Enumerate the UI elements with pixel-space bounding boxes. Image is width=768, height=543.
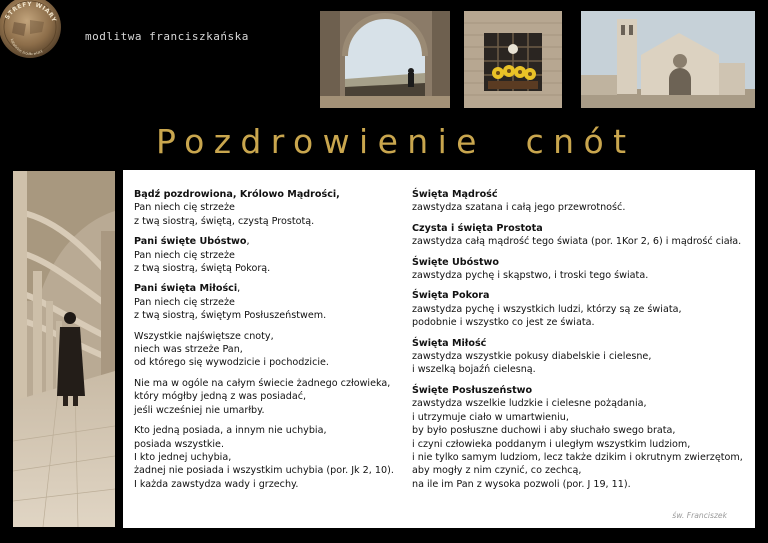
text-line [134, 343, 404, 356]
text-line [412, 363, 752, 376]
text-line [134, 356, 404, 369]
stanza [134, 188, 404, 228]
logo-bottom-text: katolickie źródło wiary [9, 38, 44, 57]
text-line [412, 438, 752, 451]
text-line [134, 377, 404, 390]
signature: św. Franciszek [672, 511, 727, 520]
text-line [134, 390, 404, 403]
stanza [412, 384, 752, 491]
text-line [412, 350, 752, 363]
text-line [134, 451, 404, 464]
text-line [134, 309, 404, 322]
line-text: zawstydza całą mądrość tego świata (por. 1Kor 2, 6) i mądrość ciała. [412, 236, 742, 248]
line-text: Pan niech cię strzeże [134, 202, 235, 214]
stanza [134, 377, 404, 417]
text-line [412, 188, 752, 201]
arch-window-photo [320, 11, 450, 108]
text-line [412, 464, 752, 477]
stanza [134, 330, 404, 370]
stanza-heading: Pani święte Ubóstwo [134, 236, 247, 248]
monk-corridor-photo [13, 171, 115, 527]
line-text: zawstydza wszystkie pokusy diabelskie i cielesne, [412, 351, 652, 363]
line-punctuation: , [237, 283, 241, 295]
flower-window-photo [464, 11, 562, 108]
line-text: i wszelką bojaźń cielesną. [412, 364, 536, 376]
stanza-heading: Święta Pokora [412, 290, 490, 302]
left-text-column [134, 188, 404, 498]
text-line [412, 289, 752, 302]
text-line [134, 404, 404, 417]
line-text: Wszystkie najświętsze cnoty, [134, 330, 274, 342]
text-line [412, 424, 752, 437]
text-line [412, 411, 752, 424]
text-line [134, 478, 404, 491]
line-text: posiada wszystkie. [134, 438, 225, 450]
text-line [134, 330, 404, 343]
stanza-heading: Święte Posłuszeństwo [412, 384, 533, 396]
line-text: Pan niech cię strzeże [134, 249, 235, 261]
prayer-text-panel [123, 170, 755, 528]
stanza [134, 424, 404, 491]
text-line [412, 256, 752, 269]
text-line [134, 262, 404, 275]
line-text: z twą siostrą, świętą, czystą Prostotą. [134, 215, 315, 227]
line-text: Kto jedną posiada, a innym nie uchybia, [134, 425, 327, 437]
line-text: aby mogły z nim czynić, co zechcą, [412, 465, 582, 477]
stanza [134, 235, 404, 275]
stanza [134, 282, 404, 322]
stanza [412, 256, 752, 283]
prayer-subtitle: modlitwa franciszkańska [85, 30, 249, 43]
stanza [412, 337, 752, 377]
line-text: podobnie i wszystko co jest ze świata. [412, 317, 595, 329]
text-line [412, 337, 752, 350]
line-text: i utrzymuje ciało w umartwieniu, [412, 411, 569, 423]
stanza [412, 289, 752, 329]
text-line [412, 222, 752, 235]
text-line [134, 188, 404, 201]
text-line [134, 201, 404, 214]
line-text: Nie ma w ogóle na całym świecie żadnego człowieka, [134, 377, 391, 389]
stanza [412, 188, 752, 215]
text-line [412, 384, 752, 397]
text-line [134, 424, 404, 437]
stanza-heading: Pani święta Miłości [134, 283, 238, 295]
line-text: zawstydza wszelkie ludzkie i cielesne pożądania, [412, 398, 647, 410]
stanza-heading: Święte Ubóstwo [412, 256, 499, 268]
line-text: i czyni człowieka poddanym i uległym wszystkim ludziom, [412, 438, 691, 450]
line-text: zawstydza pychę i wszystkich ludzi, którzy są ze świata, [412, 303, 682, 315]
page-title: Pozdrowienie cnót [156, 122, 636, 161]
text-line [412, 316, 752, 329]
text-line [134, 249, 404, 262]
line-text: i nie tylko samym ludziom, lecz także dzikim i okrutnym zwierzętom, [412, 451, 743, 463]
text-line [412, 303, 752, 316]
text-line [412, 451, 752, 464]
text-line [412, 201, 752, 214]
text-line [412, 269, 752, 282]
text-line [134, 464, 404, 477]
line-text: zawstydza szatana i całą jego przewrotność. [412, 202, 626, 214]
line-text: I kto jednej uchybia, [134, 451, 232, 463]
line-punctuation: , [246, 236, 250, 248]
line-text: niech was strzeże Pan, [134, 344, 243, 356]
stanza-heading: Bądź pozdrowiona, Królowo Mądrości, [134, 189, 340, 200]
text-line [134, 282, 404, 295]
stanza-heading: Święta Mądrość [412, 189, 498, 200]
line-text: żadnej nie posiada i wszystkim uchybia (por. Jk 2, 10). [134, 465, 394, 477]
stanza-heading: Czysta i święta Prostota [412, 222, 543, 234]
line-text: na ile im Pan z wysoka pozwoli (por. J 19, 11). [412, 478, 631, 490]
strefy-wiary-logo [0, 0, 66, 58]
line-text: jeśli wcześniej nie umarłby. [134, 404, 265, 416]
line-text: który mógłby jedną z was posiadać, [134, 391, 307, 403]
text-line [412, 397, 752, 410]
right-text-column [412, 188, 752, 498]
stanza-heading: Święta Miłość [412, 337, 487, 349]
line-text: by było posłuszne duchowi i aby słuchało swego brata, [412, 425, 676, 437]
text-line [134, 215, 404, 228]
text-line [134, 296, 404, 309]
line-text: z twą siostrą, świętym Posłuszeństwem. [134, 310, 327, 322]
line-text: zawstydza pychę i skąpstwo, i troski tego świata. [412, 270, 649, 282]
logo-arc-text: STREFY WIARY [3, 0, 58, 24]
line-text: Pan niech cię strzeże [134, 296, 235, 308]
line-text: I każda zawstydza wady i grzechy. [134, 478, 299, 490]
line-text: z twą siostrą, świętą Pokorą. [134, 263, 271, 275]
stanza [412, 222, 752, 249]
line-text: od którego się wywodzicie i pochodzicie. [134, 357, 329, 369]
text-line [134, 235, 404, 248]
text-line [412, 235, 752, 248]
basilica-photo [581, 11, 755, 108]
text-line [412, 478, 752, 491]
text-line [134, 438, 404, 451]
